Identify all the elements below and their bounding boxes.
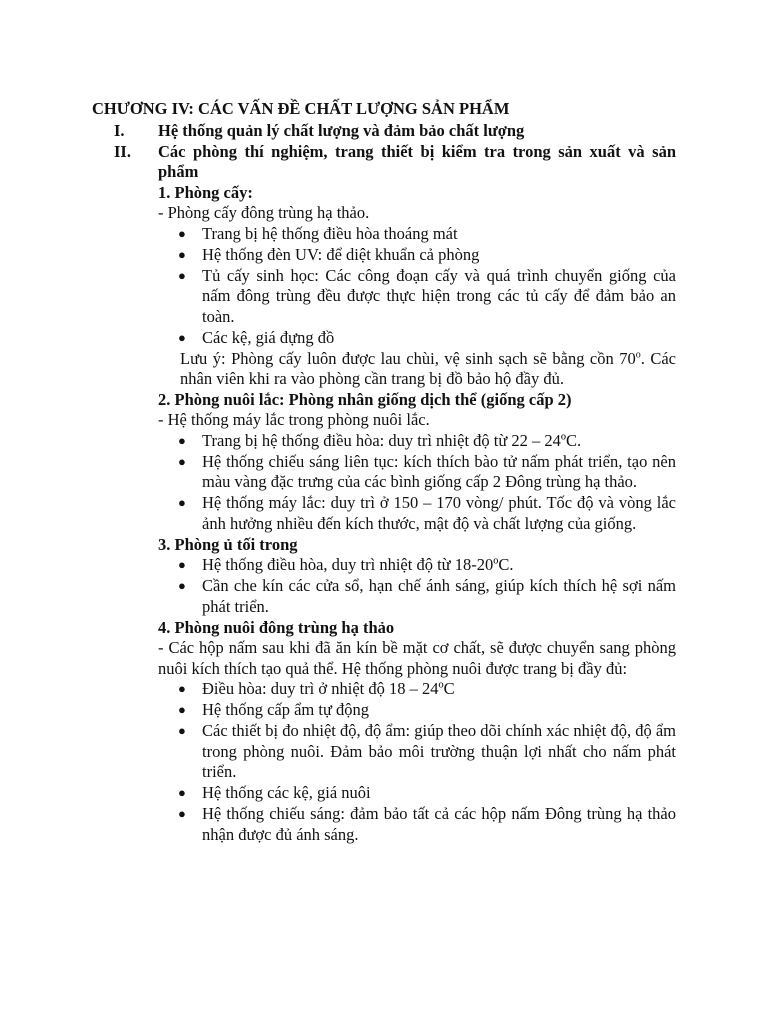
list-item: [178, 700, 676, 721]
bullet-icon: ●: [178, 432, 186, 448]
list-item-text: Các thiết bị đo nhiệt độ, độ ẩm: giúp theo dõi chính xác nhiệt độ, độ ẩm trong phòng nuôi. Đảm bảo môi trường thuận lợi nhất cho nấm phát triển.: [202, 721, 676, 781]
list-item: [178, 452, 676, 493]
room-title: 3. Phòng ủ tối trong: [158, 534, 298, 554]
list-item-text: Cần che kín các cửa sổ, hạn chế ánh sáng, giúp kích thích hệ sợi nấm phát triển.: [202, 576, 676, 616]
room-equipment-list: [158, 431, 676, 535]
list-item-text: Hệ thống máy lắc: duy trì ở 150 – 170 vòng/ phút. Tốc độ và vòng lắc ảnh hưởng nhiều đến kích thước, mật độ và chất lượng của giống.: [202, 493, 676, 533]
list-item: [178, 783, 676, 804]
list-item: [178, 804, 676, 845]
room-title: 1. Phòng cấy:: [158, 182, 253, 202]
room-intro: - Các hộp nấm sau khi đã ăn kín bề mặt cơ chất, sẽ được chuyển sang phòng nuôi kích thích tạo quả thể. Hệ thống phòng nuôi được trang bị đầy đủ:: [158, 638, 676, 678]
section-number: II.: [114, 141, 131, 161]
list-item: [178, 224, 676, 245]
bullet-icon: ●: [178, 806, 186, 821]
room-title: 4. Phòng nuôi đông trùng hạ thảo: [158, 617, 395, 637]
list-item-text: Hệ thống các kệ, giá nuôi: [202, 783, 371, 802]
chapter-title: CHƯƠNG IV: CÁC VẤN ĐỀ CHẤT LƯỢNG SẢN PHẨM: [92, 99, 510, 118]
room-note: [158, 349, 676, 390]
bullet-icon: ●: [178, 702, 186, 717]
bullet-icon: ●: [178, 557, 186, 572]
list-item-text: Hệ thống chiếu sáng liên tục: kích thích bào tử nấm phát triển, tạo nên màu vàng đặc trưng của các bình giống cấp 2 Đông trùng hạ thảo.: [202, 451, 676, 491]
list-item-text: Hệ thống cấp ẩm tự động: [202, 700, 370, 719]
section-heading-2: [92, 142, 676, 183]
list-item-text: Hệ thống đèn UV: để diệt khuẩn cả phòng: [202, 244, 480, 264]
list-item: [178, 245, 676, 266]
section-number: I.: [114, 121, 125, 140]
note-text: Lưu ý: Phòng cấy luôn được lau chùi, vệ sinh sạch sẽ bằng cồn 70: [180, 348, 636, 368]
room-equipment-list: [158, 679, 676, 845]
list-item: [178, 266, 676, 328]
bullet-icon: ●: [178, 246, 186, 262]
list-item-text: Trang bị hệ thống điều hòa: duy trì nhiệt độ từ 22 – 24ºC.: [202, 430, 582, 450]
section-title: Hệ thống quản lý chất lượng và đảm bảo chất lượng: [158, 121, 525, 140]
list-item-text: Hệ thống điều hòa, duy trì nhiệt độ từ 18-20ºC.: [202, 555, 514, 574]
bullet-icon: ●: [178, 453, 186, 469]
list-item: [178, 721, 676, 783]
room-title: 2. Phòng nuôi lắc: Phòng nhân giống dịch thể (giống cấp 2): [158, 389, 572, 409]
list-item-text: Tủ cấy sinh học: Các công đoạn cấy và quá trình chuyển giống của nấm đông trùng đều được thực hiện trong các tủ cấy để đảm bảo an toàn.: [202, 265, 676, 326]
list-item-text: Trang bị hệ thống điều hòa thoáng mát: [202, 223, 458, 243]
bullet-icon: ●: [178, 681, 186, 696]
section-heading-1: [92, 121, 676, 142]
room-intro: - Hệ thống máy lắc trong phòng nuôi lắc.: [158, 410, 430, 429]
list-item-text: Các kệ, giá đựng đồ: [202, 327, 335, 347]
list-item: [178, 555, 676, 576]
section-title: Các phòng thí nghiệm, trang thiết bị kiểm tra trong sản xuất và sản phẩm: [158, 141, 676, 181]
section-2-body: [158, 183, 676, 846]
room-intro: - Phòng cấy đông trùng hạ thảo.: [158, 203, 370, 222]
bullet-icon: ●: [178, 785, 186, 800]
list-item-text: Hệ thống chiếu sáng: đảm bảo tất cả các hộp nấm Đông trùng hạ thảo nhận được đủ ánh sáng.: [202, 804, 676, 844]
list-item: [178, 679, 676, 700]
degree-mark: o: [635, 349, 641, 360]
bullet-icon: ●: [178, 267, 186, 283]
list-item-text: Điều hòa: duy trì ở nhiệt độ 18 – 24ºC: [202, 679, 455, 698]
list-item: [178, 493, 676, 534]
list-item: [178, 576, 676, 617]
list-item: [178, 431, 676, 452]
bullet-icon: ●: [178, 723, 186, 738]
bullet-icon: ●: [178, 329, 186, 345]
list-item: [178, 328, 676, 349]
bullet-icon: ●: [178, 578, 186, 593]
room-equipment-list: [158, 555, 676, 617]
bullet-icon: ●: [178, 495, 186, 510]
room-equipment-list: [158, 224, 676, 349]
note-text-end: . Các nhân viên khi ra vào phòng cần trang bị đồ bảo hộ đầy đủ.: [180, 348, 677, 388]
bullet-icon: ●: [178, 225, 186, 241]
